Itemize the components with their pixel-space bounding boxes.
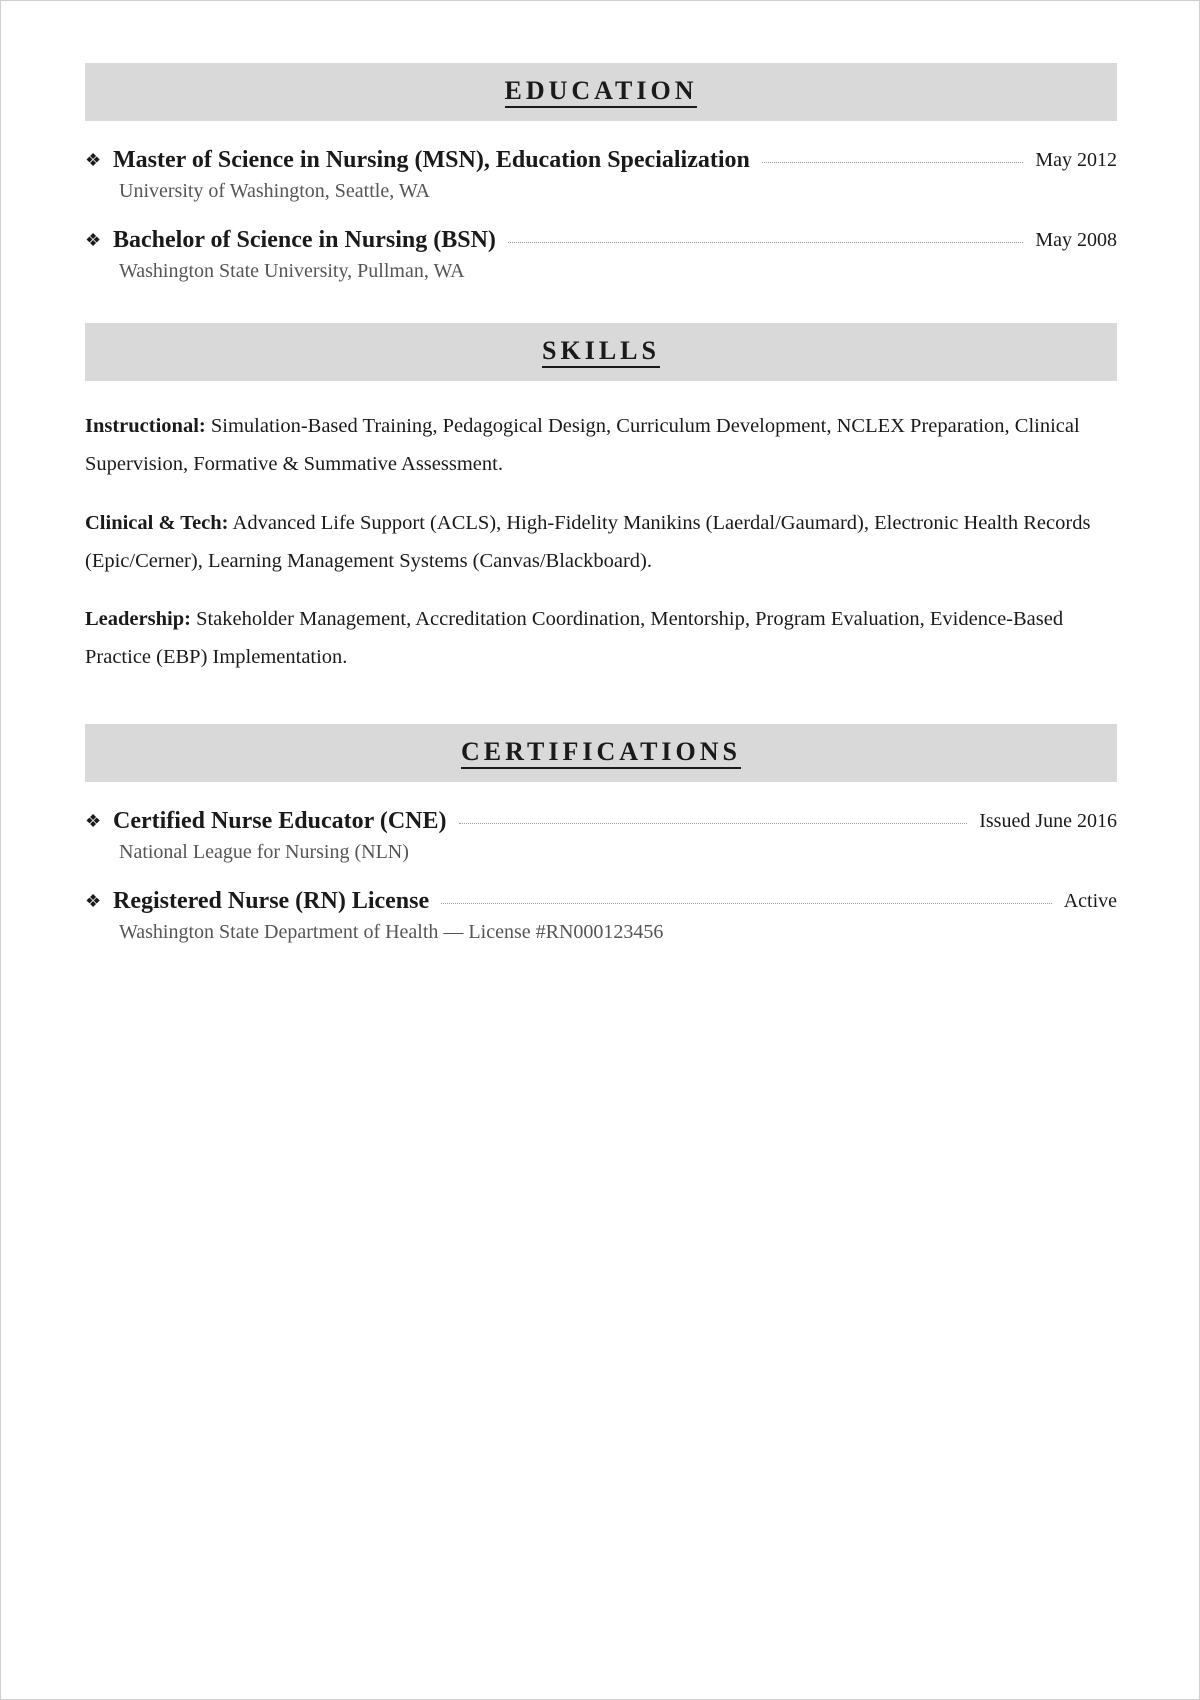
skill-text: Advanced Life Support (ACLS), High-Fidelity Manikins (Laerdal/Gaumard), Electronic Health Records (Epic/Cerner), Learning Management Systems (Canvas/Blackboard). xyxy=(85,511,1091,572)
skills-title: SKILLS xyxy=(542,336,660,368)
skill-label: Leadership: xyxy=(85,608,191,630)
dotted-leader xyxy=(762,162,1023,163)
diamond-bullet-icon: ❖ xyxy=(85,811,102,831)
entry-line xyxy=(85,884,1117,918)
certifications-header xyxy=(85,724,1117,782)
education-entries xyxy=(85,121,1117,285)
certification-date: Issued June 2016 xyxy=(979,810,1117,832)
dotted-leader xyxy=(441,903,1052,904)
certification-entry xyxy=(85,804,1117,866)
certifications-title: CERTIFICATIONS xyxy=(461,737,741,769)
diamond-bullet-icon: ❖ xyxy=(85,150,102,170)
degree-title: Bachelor of Science in Nursing (BSN) xyxy=(113,227,496,253)
degree-date: May 2012 xyxy=(1035,149,1117,171)
skill-text: Stakeholder Management, Accreditation Coordination, Mentorship, Program Evaluation, Evidence-Based Practice (EBP) Implementation. xyxy=(85,608,1064,668)
dotted-leader xyxy=(508,242,1023,243)
education-header xyxy=(85,63,1117,121)
spacer xyxy=(85,303,1117,323)
skill-item-leadership xyxy=(85,600,1117,676)
skills-header xyxy=(85,323,1117,381)
certification-entry xyxy=(85,884,1117,946)
certification-date: Active xyxy=(1063,890,1117,912)
issuer: National League for Nursing (NLN) xyxy=(119,841,409,863)
resume-content xyxy=(85,63,1117,964)
diamond-bullet-icon: ❖ xyxy=(85,230,102,250)
degree-title: Master of Science in Nursing (MSN), Education Specialization xyxy=(113,147,750,173)
skill-item-clinical-tech xyxy=(85,504,1117,580)
skills-section xyxy=(85,323,1117,700)
entry-line xyxy=(85,223,1117,257)
degree-date: May 2008 xyxy=(1035,229,1117,251)
certification-entries xyxy=(85,782,1117,946)
education-entry xyxy=(85,143,1117,205)
certification-title: Registered Nurse (RN) License xyxy=(113,888,430,914)
issuer: Washington State Department of Health — License #RN000123456 xyxy=(119,921,664,943)
diamond-bullet-icon: ❖ xyxy=(85,891,102,911)
certifications-section xyxy=(85,724,1117,946)
education-title: EDUCATION xyxy=(505,76,698,108)
entry-line xyxy=(85,804,1117,838)
skill-text: Simulation-Based Training, Pedagogical Design, Curriculum Development, NCLEX Preparation, Clinical Supervision, Formative & Summative Assessment. xyxy=(85,415,1080,475)
certification-title: Certified Nurse Educator (CNE) xyxy=(113,808,447,834)
skill-label: Clinical & Tech: xyxy=(85,511,229,534)
dotted-leader xyxy=(459,823,968,824)
institution: Washington State University, Pullman, WA xyxy=(119,260,465,282)
education-entry xyxy=(85,223,1117,285)
entry-line xyxy=(85,143,1117,177)
skills-list xyxy=(85,381,1117,700)
education-section xyxy=(85,63,1117,285)
spacer xyxy=(85,700,1117,724)
institution: University of Washington, Seattle, WA xyxy=(119,180,430,202)
skill-label: Instructional: xyxy=(85,415,206,437)
skill-item-instructional xyxy=(85,407,1117,483)
